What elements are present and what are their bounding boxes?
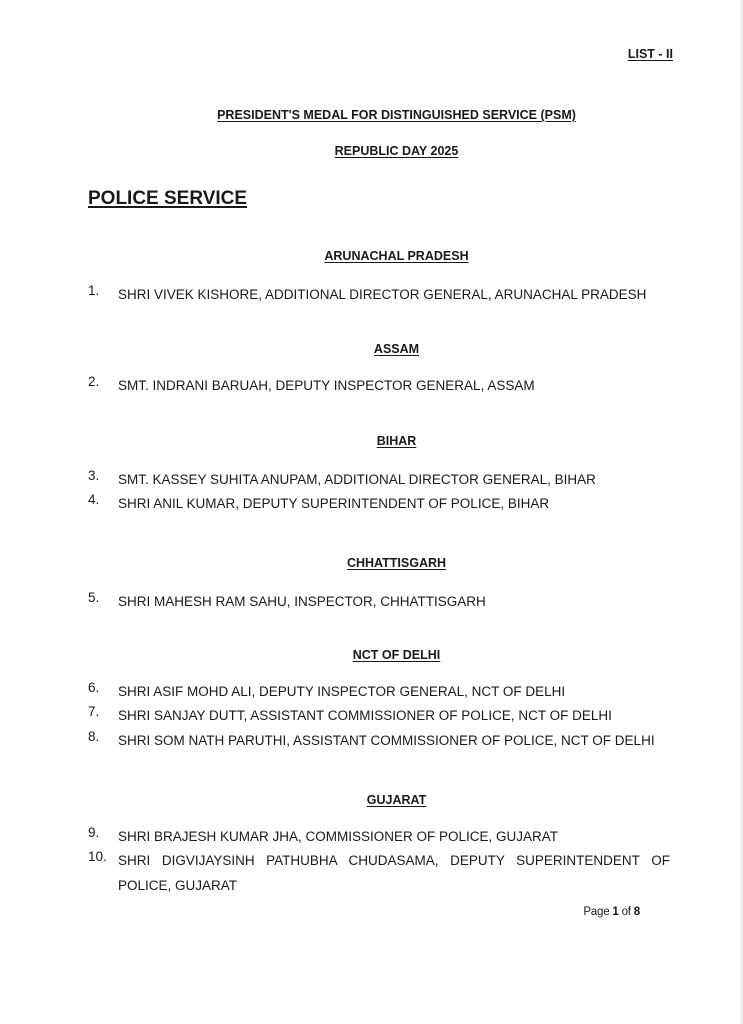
list-item <box>88 468 670 493</box>
list-item <box>88 680 670 705</box>
list-item <box>88 374 670 399</box>
item-number: 7. <box>88 704 100 719</box>
state-heading <box>0 434 743 448</box>
item-number: 6. <box>88 680 100 695</box>
item-text: SHRI ANIL KUMAR, DEPUTY SUPERINTENDENT OF POLICE, BIHAR <box>118 496 550 511</box>
item-number: 8. <box>88 729 100 744</box>
list-label: LIST - II <box>627 47 673 61</box>
item-number: 10. <box>88 849 107 864</box>
state-heading <box>0 648 743 662</box>
service-heading: POLICE SERVICE <box>88 188 248 209</box>
list-item <box>88 825 670 850</box>
list-item <box>88 849 670 898</box>
item-text: SHRI DIGVIJAYSINH PATHUBHA CHUDASAMA, DEPUTY SUPERINTENDENT OF POLICE, GUJARAT <box>118 853 670 893</box>
item-text: SHRI SOM NATH PARUTHI, ASSISTANT COMMISSIONER OF POLICE, NCT OF DELHI <box>118 733 655 748</box>
page-number <box>583 906 640 918</box>
item-text: SHRI SANJAY DUTT, ASSISTANT COMMISSIONER OF POLICE, NCT OF DELHI <box>118 708 612 723</box>
state-heading <box>0 342 743 356</box>
document-subtitle-text: REPUBLIC DAY 2025 <box>334 144 459 158</box>
document-subtitle <box>0 144 743 158</box>
item-text: SMT. INDRANI BARUAH, DEPUTY INSPECTOR GENERAL, ASSAM <box>118 378 535 393</box>
item-text: SHRI MAHESH RAM SAHU, INSPECTOR, CHHATTISGARH <box>118 594 486 609</box>
item-number: 5. <box>88 590 100 605</box>
state-heading-text: BIHAR <box>376 434 417 448</box>
page-prefix: Page <box>583 906 610 918</box>
item-text: SHRI BRAJESH KUMAR JHA, COMMISSIONER OF POLICE, GUJARAT <box>118 829 559 844</box>
item-text: SMT. KASSEY SUHITA ANUPAM, ADDITIONAL DIRECTOR GENERAL, BIHAR <box>118 472 596 487</box>
list-item <box>88 590 670 615</box>
state-heading <box>0 556 743 570</box>
list-item <box>88 492 670 517</box>
item-number: 4. <box>88 492 100 507</box>
item-number: 2. <box>88 374 100 389</box>
item-number: 9. <box>88 825 100 840</box>
item-text: SHRI ASIF MOHD ALI, DEPUTY INSPECTOR GENERAL, NCT OF DELHI <box>118 684 566 699</box>
list-item <box>88 283 670 308</box>
page-of: of <box>621 906 631 918</box>
state-heading <box>0 793 743 807</box>
list-item <box>88 704 670 729</box>
item-number: 3. <box>88 468 100 483</box>
document-title-text: PRESIDENT'S MEDAL FOR DISTINGUISHED SERVICE (PSM) <box>217 108 576 122</box>
state-heading-text: CHHATTISGARH <box>346 556 447 570</box>
state-heading-text: NCT OF DELHI <box>352 648 441 662</box>
state-heading-text: GUJARAT <box>366 793 427 807</box>
page-current: 1 <box>612 906 619 918</box>
page-total: 8 <box>633 906 640 918</box>
state-heading-text: ARUNACHAL PRADESH <box>324 249 469 263</box>
document-title <box>0 108 743 122</box>
state-heading <box>0 249 743 263</box>
item-text: SHRI VIVEK KISHORE, ADDITIONAL DIRECTOR GENERAL, ARUNACHAL PRADESH <box>118 287 647 302</box>
state-heading-text: ASSAM <box>373 342 420 356</box>
list-item <box>88 729 670 754</box>
item-number: 1. <box>88 283 100 298</box>
